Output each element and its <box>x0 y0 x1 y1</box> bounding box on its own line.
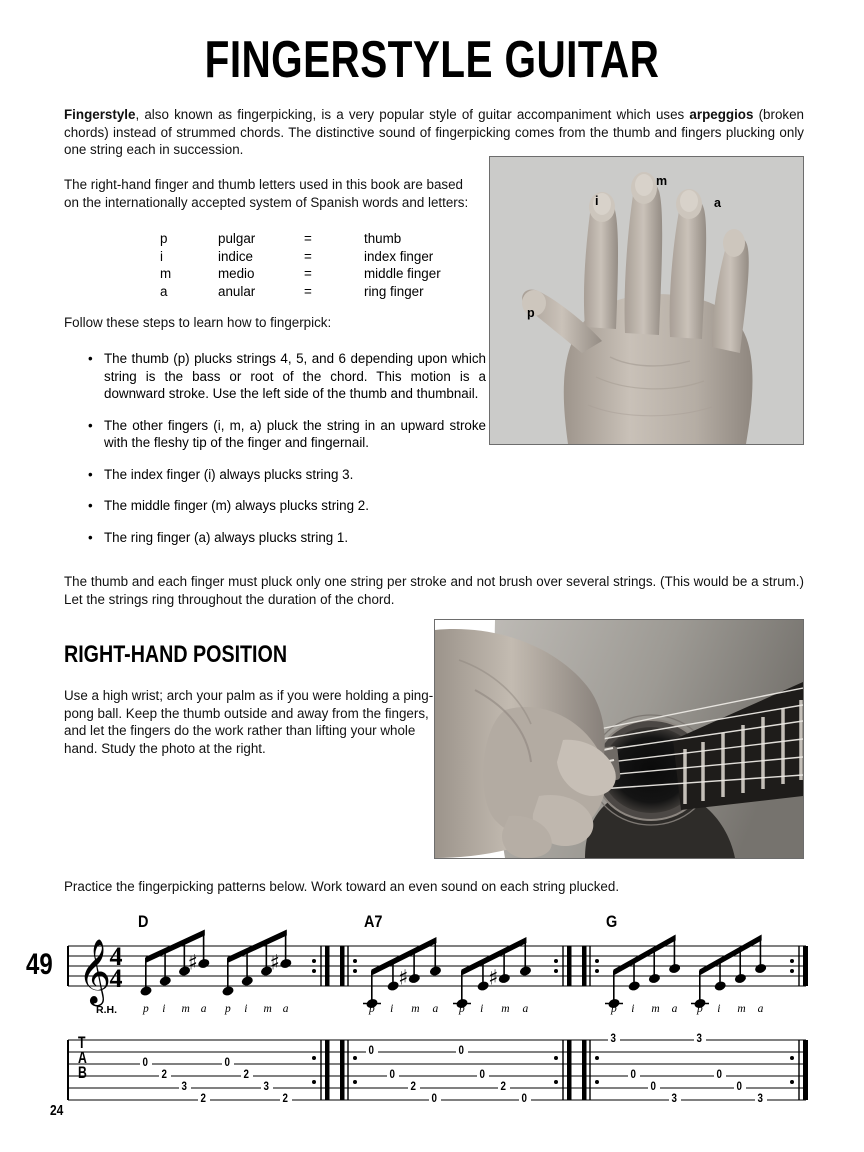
page-title: FINGERSTYLE GUITAR <box>204 31 660 89</box>
time-signature-bottom: 4 <box>109 964 123 993</box>
beam <box>614 935 676 976</box>
bullet-marker-icon: • <box>88 417 93 433</box>
final-thick-barline <box>803 946 808 986</box>
step-bullet-text: The thumb (p) plucks strings 4, 5, and 6 depending upon which string is the bass or root of the chord. This motion is a downward stroke. Use the left side of the thumb and thumbnail. <box>104 351 486 401</box>
spanish-letter: a <box>160 283 168 299</box>
follow-steps-line: Follow these steps to learn how to fingerpick: <box>64 315 332 330</box>
page-number: 24 <box>50 1102 64 1119</box>
finger-label-p: p <box>527 306 535 320</box>
notehead <box>628 980 641 992</box>
sharp-accidental: ♯ <box>187 950 198 975</box>
tab-fret-number: 0 <box>368 1045 374 1057</box>
repeat-dot <box>353 969 357 973</box>
tab-fret-number: 3 <box>671 1093 677 1105</box>
notehead <box>197 958 210 970</box>
tab-repeat-thick-line <box>567 1040 572 1100</box>
fingering-letter: m <box>651 1003 660 1015</box>
tab-fret-number: 0 <box>479 1069 486 1081</box>
notehead <box>159 975 172 987</box>
spanish-word: pulgar <box>218 231 256 246</box>
notehead <box>279 958 292 970</box>
repeat-dot <box>353 959 357 963</box>
fingering-letter: p <box>369 1003 375 1015</box>
tab-fret-number: 2 <box>200 1093 206 1105</box>
tab-repeat-dot <box>790 1080 794 1084</box>
spanish-word: anular <box>218 283 256 299</box>
tab-fret-number: 3 <box>757 1093 763 1105</box>
notehead <box>429 965 442 977</box>
step-bullet-text: The ring finger (a) always plucks string 1. <box>104 529 349 545</box>
sharp-accidental: ♯ <box>398 965 409 990</box>
treble-clef: 𝄞 <box>78 939 112 1004</box>
tab-letter-T: T <box>78 1033 86 1052</box>
step-bullet <box>86 417 486 452</box>
tab-fret-number: 0 <box>650 1081 657 1093</box>
notehead <box>241 975 254 987</box>
time-signature-top: 4 <box>109 942 123 971</box>
fingering-letter: p <box>697 1003 703 1015</box>
fingering-letter: a <box>432 1003 439 1015</box>
tab-repeat-thick-line <box>340 1040 345 1100</box>
english-word: index finger <box>364 248 434 264</box>
notehead <box>754 963 767 975</box>
tab-fret-number: 0 <box>142 1057 148 1069</box>
tab-repeat-dot <box>595 1080 599 1084</box>
tab-repeat-thick-line <box>582 1040 587 1100</box>
equals-sign: = <box>304 266 312 282</box>
tab-repeat-dot <box>353 1056 357 1060</box>
tab-fret-number: 3 <box>610 1033 616 1045</box>
repeat-dot <box>554 959 558 963</box>
finger-label-i: i <box>595 194 599 208</box>
fingering-letter: i <box>162 1003 166 1015</box>
repeat-dot <box>790 959 794 963</box>
fingering-letter: i <box>390 1003 394 1015</box>
notehead <box>498 973 511 985</box>
notehead <box>668 963 681 975</box>
guitar-illustration <box>435 620 803 858</box>
step-bullet <box>86 529 486 547</box>
tab-fret-number: 3 <box>263 1081 269 1093</box>
tab-letter-B: B <box>78 1063 87 1082</box>
tab-fret-number: 2 <box>410 1081 417 1093</box>
tab-fret-number: 2 <box>282 1093 288 1105</box>
tab-final-thick-barline <box>803 1040 808 1100</box>
beam <box>700 935 762 976</box>
tab-repeat-dot <box>312 1080 316 1084</box>
finger-label-m: m <box>656 174 668 188</box>
english-word: middle finger <box>364 266 441 282</box>
equals-sign: = <box>304 283 312 299</box>
tab-repeat-thick-line <box>325 1040 330 1100</box>
tab-fret-number: 3 <box>181 1081 187 1093</box>
exercise-number: 49 <box>26 948 53 981</box>
tab-fret-number: 0 <box>224 1057 230 1069</box>
tab-fret-number: 2 <box>161 1069 168 1081</box>
tab-repeat-dot <box>353 1080 357 1084</box>
fingering-letter: m <box>181 1003 190 1015</box>
notehead <box>519 965 532 977</box>
repeat-dot <box>595 969 599 973</box>
fingering-letter: m <box>737 1003 746 1015</box>
bullet-marker-icon: • <box>88 498 93 513</box>
spanish-word: indice <box>218 248 253 264</box>
repeat-thick-line <box>340 946 345 986</box>
fingering-letter: i <box>717 1003 721 1015</box>
steps-bullet-list <box>86 350 486 546</box>
hand-illustration <box>490 157 803 444</box>
tab-repeat-dot <box>554 1080 558 1084</box>
spanish-table-row <box>160 248 441 266</box>
spanish-letter: m <box>160 266 172 282</box>
thumb-stroke-paragraph: The thumb and each finger must pluck only one string per stroke and not brush over several strings. (This would be a strum.) Let the strings ring throughout the duration of the chord. <box>64 574 804 607</box>
tab-fret-number: 0 <box>716 1069 723 1081</box>
fingering-letter: i <box>244 1003 248 1015</box>
fingering-letter: i <box>631 1003 635 1015</box>
repeat-dot <box>790 969 794 973</box>
fingering-letter: m <box>501 1003 510 1015</box>
chord-label-D: D <box>138 912 149 931</box>
repeat-dot <box>554 969 558 973</box>
right-hand-position-paragraph: Use a high wrist; arch your palm as if you were holding a ping-pong ball. Keep the thumb outside and away from the fingers, and let the fingers do the work rather than lifting your whole hand. Study the photo at the right. <box>64 688 434 756</box>
fingering-letter: m <box>411 1003 420 1015</box>
step-bullet <box>86 466 486 484</box>
fingering-letter: p <box>143 1003 149 1015</box>
fingering-letter: p <box>225 1003 231 1015</box>
right-hand-position-photo <box>434 619 804 859</box>
practice-instruction: Practice the fingerpicking patterns below. Work toward an even sound on each string plucked. <box>64 879 620 894</box>
tab-repeat-dot <box>554 1056 558 1060</box>
tab-repeat-dot <box>312 1056 316 1060</box>
spanish-letters-table <box>160 230 441 300</box>
spanish-letter: p <box>160 231 168 246</box>
right-hand-position-heading: RIGHT-HAND POSITION <box>64 641 288 668</box>
notehead <box>648 973 661 985</box>
right-hand-label: R.H. <box>96 1004 117 1016</box>
tab-fret-number: 2 <box>500 1081 507 1093</box>
repeat-thick-line <box>567 946 572 986</box>
intro-text-1: , also known as fingerpicking, is a very popular style of guitar accompaniment which uses <box>135 107 690 122</box>
step-bullet-text: The middle finger (m) always plucks string 2. <box>104 498 369 513</box>
intro-paragraph <box>64 106 804 159</box>
tab-fret-number: 0 <box>736 1081 743 1093</box>
step-bullet-text: The index finger (i) always plucks string 3. <box>104 466 354 482</box>
intro-lead-bold: Fingerstyle <box>64 107 136 122</box>
tab-fret-number: 0 <box>458 1045 464 1057</box>
spanish-table-row <box>160 265 441 283</box>
finger-label-a: a <box>714 196 721 210</box>
english-word: ring finger <box>364 283 424 299</box>
step-bullet-text: The other fingers (i, m, a) pluck the string in an upward stroke with the fleshy tip of the finger and fingernail. <box>104 417 486 450</box>
repeat-dot <box>595 959 599 963</box>
intro-text-2: (broken chords) instead of strummed chords. The distinctive sound of fingerpicking comes from the thumb and fingers plucking only one string each in succession. <box>64 107 804 157</box>
fingering-letter: a <box>200 1003 207 1015</box>
notehead <box>139 985 152 997</box>
fingering-letter: p <box>611 1003 617 1015</box>
spanish-table-row <box>160 283 441 301</box>
fingering-letter: i <box>480 1003 484 1015</box>
notehead <box>714 980 727 992</box>
tab-fret-number: 0 <box>521 1093 528 1105</box>
repeat-thick-line <box>582 946 587 986</box>
step-bullet <box>86 497 486 515</box>
chord-label-G: G <box>606 912 618 931</box>
repeat-thick-line <box>325 946 330 986</box>
tab-letter-A: A <box>78 1048 87 1067</box>
fingering-letter: a <box>671 1003 678 1015</box>
tab-repeat-dot <box>790 1056 794 1060</box>
sharp-accidental: ♯ <box>269 950 280 975</box>
notehead <box>221 985 234 997</box>
notehead <box>734 973 747 985</box>
intro-bold-arpeggios: arpeggios <box>689 107 754 122</box>
tab-fret-number: 0 <box>431 1093 438 1105</box>
fingering-letter: p <box>459 1003 465 1015</box>
fingering-letter: a <box>282 1003 289 1015</box>
spanish-word: medio <box>218 266 255 282</box>
step-bullet <box>86 350 486 403</box>
equals-sign: = <box>304 248 312 264</box>
sharp-accidental: ♯ <box>488 965 499 990</box>
notehead <box>408 973 421 985</box>
tab-repeat-dot <box>595 1056 599 1060</box>
chord-label-A7: A7 <box>364 912 383 931</box>
spanish-letter: i <box>160 248 163 264</box>
english-word: thumb <box>364 231 402 246</box>
tab-fret-number: 3 <box>696 1033 702 1045</box>
bullet-marker-icon: • <box>88 351 93 366</box>
repeat-dot <box>312 969 316 973</box>
repeat-dot <box>312 959 316 963</box>
fingering-letter: m <box>263 1003 272 1015</box>
fingering-letter: a <box>757 1003 764 1015</box>
rh-letters-paragraph: The right-hand finger and thumb letters used in this book are based on the internationally accepted system of Spanish words and letters: <box>64 177 469 210</box>
tab-fret-number: 2 <box>243 1069 250 1081</box>
tab-fret-number: 0 <box>389 1069 396 1081</box>
bullet-marker-icon: • <box>88 466 93 482</box>
hand-photo <box>489 156 804 445</box>
fingering-letter: a <box>522 1003 529 1015</box>
spanish-table-row <box>160 230 441 248</box>
bullet-marker-icon: • <box>88 529 93 545</box>
tab-fret-number: 0 <box>630 1069 637 1081</box>
equals-sign: = <box>304 231 312 246</box>
